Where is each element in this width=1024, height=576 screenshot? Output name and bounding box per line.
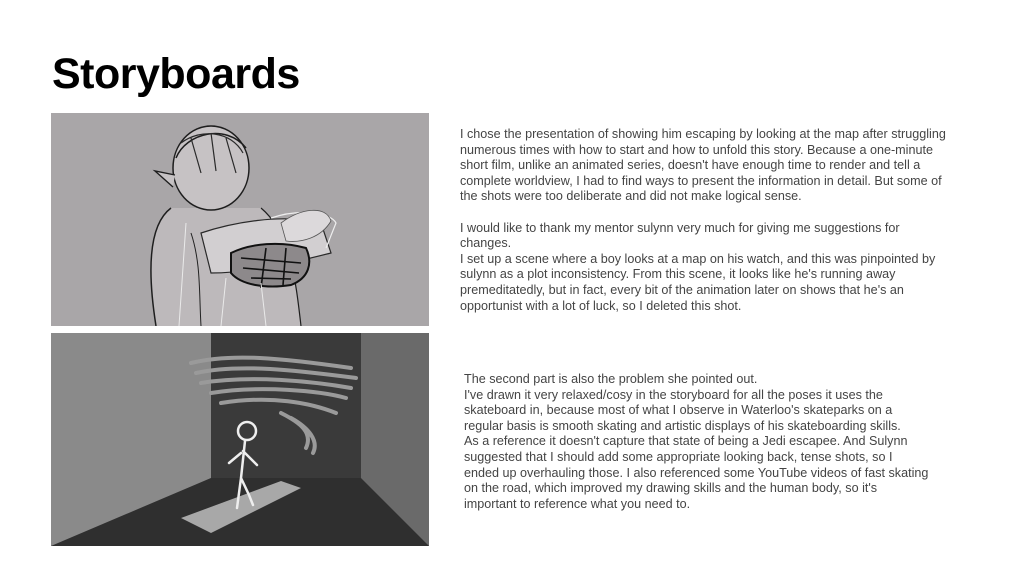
storyboard-panel-2 (51, 333, 429, 546)
text-line: skateboard in, because most of what I observe in Waterloo's skateparks on a (464, 403, 893, 418)
page-title: Storyboards (52, 50, 300, 98)
text-line: sulynn as a plot inconsistency. From this scene, it looks like he's running away (460, 267, 896, 282)
text-line: numerous times with how to start and how to unfold this story. Because a one-minute (460, 142, 933, 157)
text-line: the shots were too deliberate and did not make logical sense. (460, 189, 802, 204)
text-line: important to reference what you need to. (464, 496, 691, 511)
storyboard-sketch-skateboarder (51, 333, 429, 546)
text-line: premeditatedly, but in fact, every bit of the animation later on shows that he's an (460, 282, 904, 297)
text-line: As a reference it doesn't capture that state of being a Jedi escapee. And Sulynn (464, 434, 908, 449)
text-line: suggested that I should add some appropriate looking back, tense shots, so I (464, 449, 893, 464)
text-line: I set up a scene where a boy looks at a map on his watch, and this was pinpointed by (460, 251, 936, 266)
text-line: complete worldview, I had to find ways to present the information in detail. But some of (460, 173, 942, 188)
storyboard-panel-1 (51, 113, 429, 326)
text-line: I chose the presentation of showing him escaping by looking at the map after struggling (460, 127, 946, 141)
text-line: I've drawn it very relaxed/cosy in the storyboard for all the poses it uses the (464, 387, 883, 402)
text-line: on the road, which improved my drawing skills and the human body, so it's (464, 481, 878, 496)
text-line: changes. (460, 236, 512, 251)
text-line: The second part is also the problem she pointed out. (464, 372, 758, 386)
storyboard-2-description (464, 372, 984, 512)
text-line: ended up overhauling those. I also referenced some YouTube videos of fast skating (464, 465, 929, 480)
text-line: short film, unlike an animated series, doesn't have enough time to render and tell a (460, 158, 921, 173)
storyboard-sketch-boy-with-watch (51, 113, 429, 326)
text-line: regular basis is smooth skating and artistic displays of his skateboarding skills. (464, 418, 901, 433)
text-line: opportunist with a lot of luck, so I deleted this shot. (460, 298, 742, 313)
storyboard-1-description (460, 127, 980, 314)
text-line: I would like to thank my mentor sulynn very much for giving me suggestions for (460, 220, 900, 235)
